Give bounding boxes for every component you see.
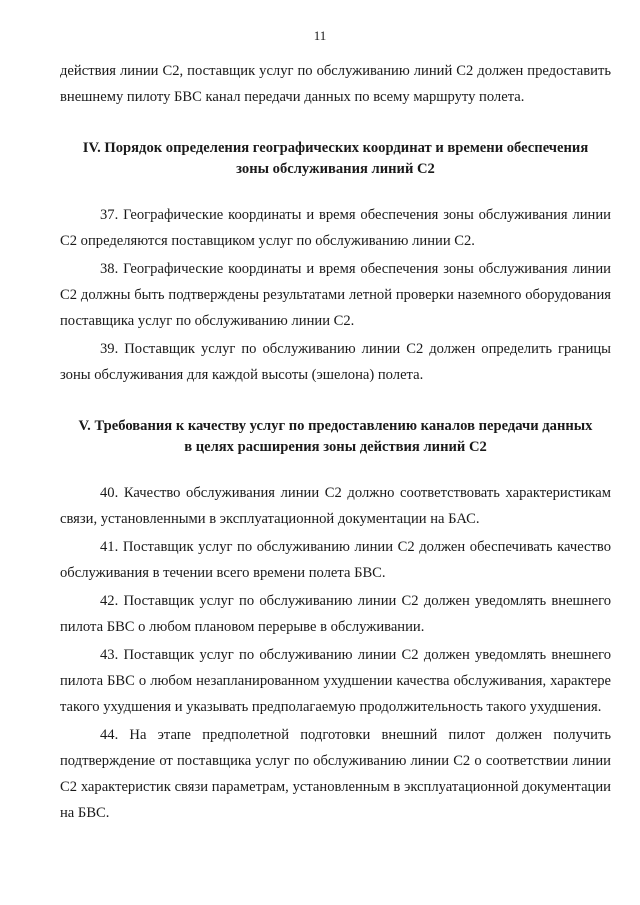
paragraph-41: 41. Поставщик услуг по обслуживанию линии С2 должен обеспечивать качество обслуживания в течении всего времени полета БВС.	[60, 539, 611, 581]
section-iv-heading-line-2: зоны обслуживания линий С2	[236, 161, 435, 177]
paragraph-43: 43. Поставщик услуг по обслуживанию линии С2 должен уведомлять внешнего пилота БВС о любом незапланированном ухудшении качества обслуживания, характере такого ухудшения и указывать предполагаемую продолжительность такого ухудшения.	[60, 647, 611, 715]
section-v-heading-line-2: в целях расширения зоны действия линий С2	[184, 439, 487, 455]
opening-paragraph: действия линии С2, поставщик услуг по обслуживанию линий С2 должен предоставить внешнему пилоту БВС канал передачи данных по всему маршруту полета.	[60, 63, 611, 105]
section-v-heading-line-1: V. Требования к качеству услуг по предоставлению каналов передачи данных	[78, 418, 593, 434]
page-number: 11	[313, 28, 327, 43]
section-v-heading	[60, 416, 611, 458]
section-iv-heading-line-1: IV. Порядок определения географических координат и времени обеспечения	[82, 140, 589, 156]
paragraph-39: 39. Поставщик услуг по обслуживанию линии С2 должен определить границы зоны обслуживания для каждой высоты (эшелона) полета.	[60, 341, 611, 383]
paragraph-38: 38. Географические координаты и время обеспечения зоны обслуживания линии С2 должны быть подтверждены результатами летной проверки наземного оборудования поставщика услуг по обслуживанию линии С2.	[60, 261, 611, 329]
paragraph-40: 40. Качество обслуживания линии С2 должно соответствовать характеристикам связи, установленными в эксплуатационной документации на БАС.	[60, 485, 611, 527]
section-iv-heading	[60, 138, 611, 180]
document-body	[60, 58, 611, 826]
paragraph-42: 42. Поставщик услуг по обслуживанию линии С2 должен уведомлять внешнего пилота БВС о любом плановом перерыве в обслуживании.	[60, 593, 611, 635]
paragraph-37: 37. Географические координаты и время обеспечения зоны обслуживания линии С2 определяются поставщиком услуг по обслуживанию линии С2.	[60, 207, 611, 249]
paragraph-44: 44. На этапе предполетной подготовки внешний пилот должен получить подтверждение от поставщика услуг по обслуживанию линии С2 о соответствии линии С2 характеристик связи параметрам, установленным в эксплуатационной документации на БВС.	[60, 727, 611, 821]
